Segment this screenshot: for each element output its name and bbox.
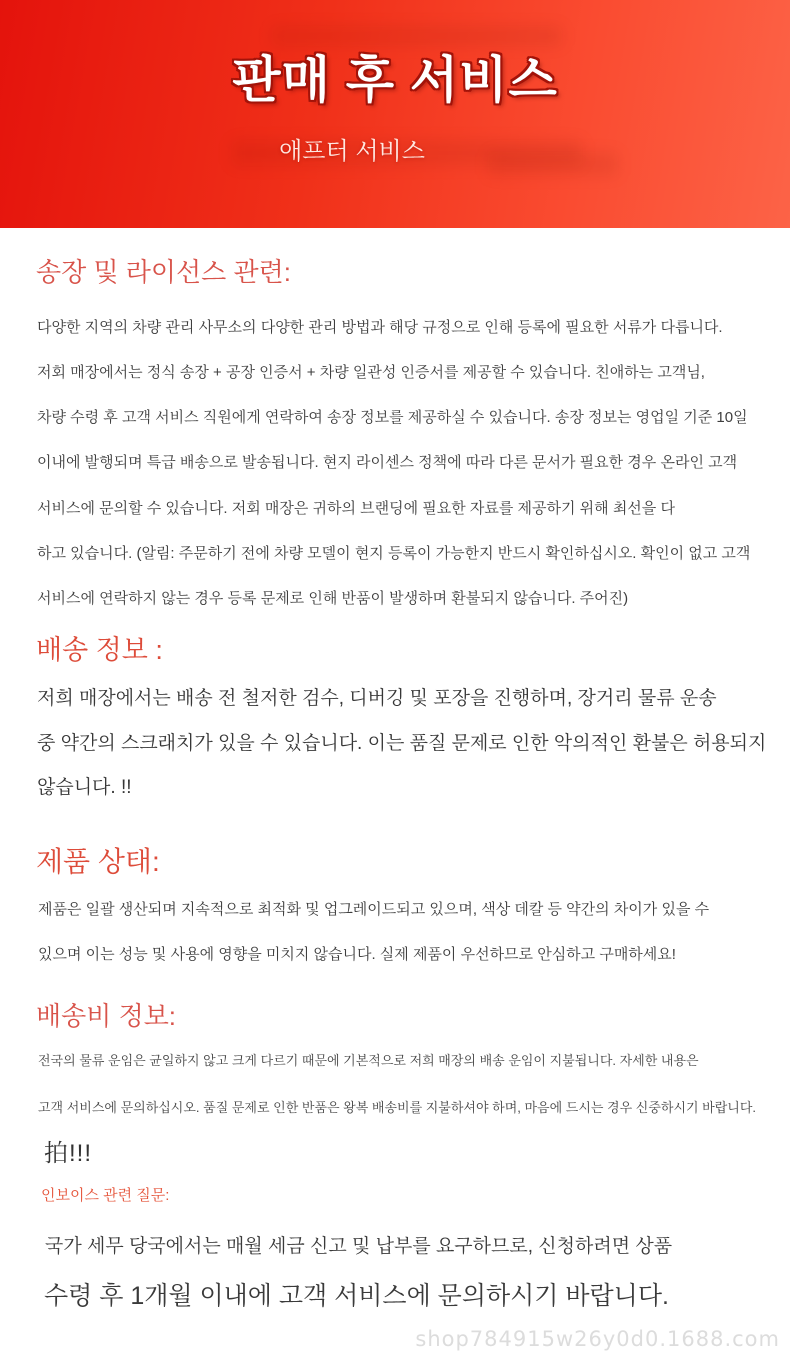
paragraph-line: 중 약간의 스크래치가 있을 수 있습니다. 이는 품질 문제로 인한 악의적인 환불은 허용되지	[37, 733, 767, 754]
paragraph-line: 다양한 지역의 차량 관리 사무소의 다양한 관리 방법과 해당 규정으로 인해 등록에 필요한 서류가 다릅니다.	[37, 319, 723, 336]
paragraph-line: 저회 매장에서는 정식 송장 + 공장 인증서 + 차량 일관성 인증서를 제공할 수 있습니다. 친애하는 고객님,	[37, 364, 705, 381]
paragraph-line: 이내에 발행되며 특급 배송으로 발송됩니다. 현지 라이센스 정책에 따라 다른 문서가 필요한 경우 온라인 고객	[37, 454, 738, 471]
paragraph-line: 않습니다. !!	[37, 777, 132, 798]
paragraph-line: 제품은 일괄 생산되며 지속적으로 최적화 및 업그레이드되고 있으며, 색상 데칼 등 약간의 차이가 있을 수	[38, 901, 710, 918]
paragraph-line: 고객 서비스에 문의하십시오. 품질 문제로 인한 반품은 왕복 배송비를 지불하셔야 하며, 마음에 드시는 경우 신중하시기 바랍니다.	[38, 1100, 757, 1115]
paragraph-line: 서비스에 연락하지 않는 경우 등록 문제로 인해 반품이 발생하며 환불되지 않습니다. 주어진)	[37, 590, 629, 607]
closing-line: 수령 후 1개월 이내에 고객 서비스에 문의하시기 바랍니다.	[44, 1282, 669, 1310]
paragraph-line: 저희 매장에서는 배송 전 철저한 검수, 디버깅 및 포장을 진행하며, 장거리 물류 운송	[37, 688, 717, 709]
paragraph-line: 차량 수령 후 고객 서비스 직원에게 연락하여 송장 정보를 제공하실 수 있습니다. 송장 정보는 영업일 기준 10일	[37, 409, 748, 426]
section-heading-shipping-fee: 배송비 정보:	[36, 1001, 177, 1031]
paragraph-line: 있으며 이는 성능 및 사용에 영향을 미치지 않습니다. 실제 제품이 우선하므로 안심하고 구매하세요!	[38, 946, 676, 963]
closing-line: 국가 세무 당국에서는 매월 세금 신고 및 납부를 요구하므로, 신청하려면 상품	[45, 1236, 673, 1257]
paragraph-line: 전국의 물류 운임은 균일하지 않고 크게 다르기 때문에 기본적으로 저희 매장의 배송 운임이 지불됩니다. 자세한 내용은	[38, 1053, 699, 1068]
paragraph-line: 서비스에 문의할 수 있습니다. 저회 매장은 귀하의 브랜딩에 필요한 자료를 제공하기 위해 최선을 다	[37, 500, 675, 517]
shop-watermark: shop784915w26y0d0.1688.com	[415, 1327, 780, 1351]
invoice-question-heading: 인보이스 관련 질문:	[41, 1187, 170, 1204]
section-heading-shipping-info: 배송 정보 :	[36, 635, 163, 665]
pai-exclamation-text: 拍!!!	[44, 1140, 93, 1167]
page-subtitle: 애프터 서비스	[279, 138, 425, 165]
banner	[0, 0, 790, 228]
section-heading-invoice-license: 송장 및 라이선스 관련:	[36, 257, 291, 287]
page-title: 판매 후 서비스	[232, 52, 558, 108]
paragraph-line: 하고 있습니다. (알림: 주문하기 전에 차량 모델이 현지 등록이 가능한지 반드시 확인하십시오. 확인이 없고 고객	[37, 545, 751, 562]
section-heading-product-condition: 제품 상태:	[36, 846, 160, 877]
